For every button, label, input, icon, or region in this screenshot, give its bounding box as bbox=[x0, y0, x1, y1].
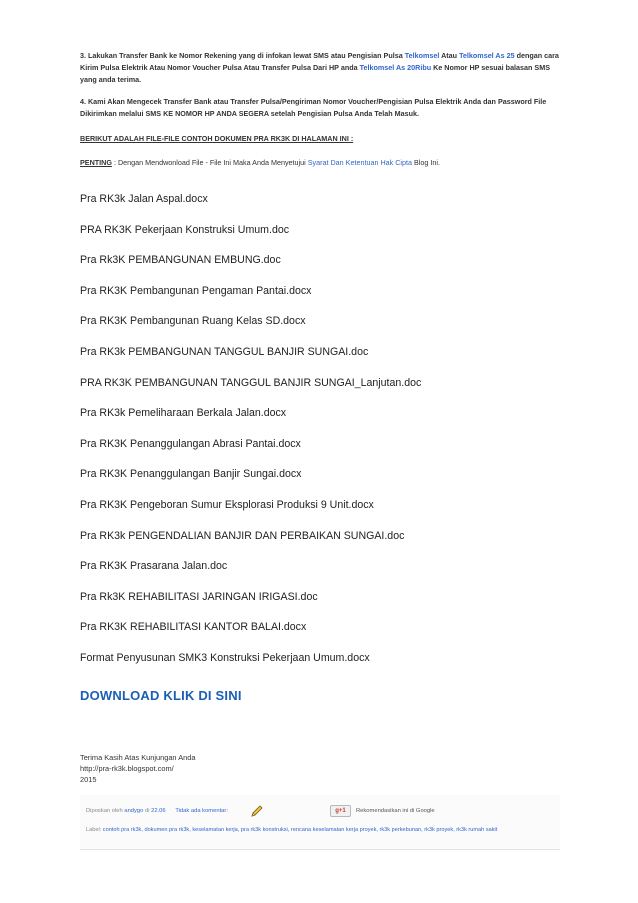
meta-spacer bbox=[166, 808, 176, 814]
blog-url: http://pra-rk3k.blogspot.com/ bbox=[80, 764, 174, 773]
file-item: Pra RK3K Prasarana Jalan.doc bbox=[80, 560, 228, 573]
note-text: : Dengan Mendwonload File - File Ini Maka Anda Menyetujui bbox=[111, 158, 308, 167]
telkomsel-link[interactable]: Telkomsel bbox=[404, 51, 440, 60]
file-item: PRA RK3K Pekerjaan Konstruksi Umum.doc bbox=[80, 223, 290, 236]
file-item: Pra RK3k Pemeliharaan Berkala Jalan.docx bbox=[80, 407, 287, 420]
terms-link[interactable]: Syarat Dan Ketentuan Hak Cipta bbox=[307, 158, 412, 167]
labels-prefix: Label: bbox=[86, 827, 103, 833]
labels-links[interactable]: contoh pra rk3k, dokumen pra rk3k, keselamatan kerja, pra rk3k konstruksi, rencana keselamatan kerja proyek, rk3k perkebunan, rk3k proyek, rk3k rumah sakit bbox=[102, 827, 498, 833]
file-item: Pra RK3K Pembangunan Pengaman Pantai.docx bbox=[80, 284, 312, 297]
posted-by-label: Diposkan oleh bbox=[86, 808, 125, 814]
post-time-link[interactable]: 22.06 bbox=[151, 808, 166, 814]
file-item: Pra RK3K Penanggulangan Banjir Sungai.docx bbox=[80, 468, 302, 481]
file-item: Format Penyusunan SMK3 Konstruksi Pekerjaan Umum.docx bbox=[80, 651, 370, 664]
file-item: Pra RK3K Penanggulangan Abrasi Pantai.docx bbox=[80, 437, 301, 450]
note-end: Blog Ini. bbox=[412, 158, 440, 167]
file-item: Pra RK3k Jalan Aspal.docx bbox=[80, 193, 208, 205]
post-labels bbox=[86, 825, 554, 835]
file-item: Pra RK3K Pengeboran Sumur Eksplorasi Produksi 9 Unit.docx bbox=[80, 498, 374, 511]
year: 2015 bbox=[80, 775, 97, 784]
pencil-icon[interactable] bbox=[250, 804, 264, 818]
post-meta bbox=[86, 808, 228, 814]
telkomsel-as-25-link[interactable]: Telkomsel As 25 bbox=[459, 51, 515, 60]
file-item: Pra RK3K Pembangunan Ruang Kelas SD.docx bbox=[80, 315, 306, 328]
file-list bbox=[80, 193, 560, 683]
note-label: PENTING bbox=[80, 158, 112, 167]
file-item: Pra RK3K REHABILITASI KANTOR BALAI.docx bbox=[80, 621, 307, 634]
file-item: Pra RK3k PEMBANGUNAN TANGGUL BANJIR SUNGAI.doc bbox=[80, 345, 369, 358]
instruction-step-4: 4. Kami Akan Mengecek Transfer Bank atau Transfer Pulsa/Pengiriman Nomor Voucher/Pengisian Pulsa Elektrik Anda dan Password File Dikirimkan melalui SMS KE NOMOR HP ANDA SEGERA setelah Pengisian Pulsa Anda Telah Masuk. bbox=[80, 97, 547, 118]
recommend-text: Rekomendasikan ini di Google bbox=[356, 808, 435, 814]
instruction-step-3 bbox=[80, 50, 560, 86]
step-3-text-b: Atau bbox=[439, 51, 460, 60]
step-3-text-c: dengan cara Kirim Pulsa Elektrik Atau Nomor Voucher Pulsa Atau Transfer Pulsa Dari HP anda bbox=[80, 51, 559, 72]
files-heading: BERIKUT ADALAH FILE-FILE CONTOH DOKUMEN PRA RK3K DI HALAMAN INI : bbox=[80, 134, 354, 143]
telkomsel-as-20ribu-link[interactable]: Telkomsel As 20Ribu bbox=[359, 63, 432, 72]
file-item: Pra Rk3K REHABILITASI JARINGAN IRIGASI.doc bbox=[80, 590, 318, 603]
step-3-text-a: 3. Lakukan Transfer Bank ke Nomor Rekening yang di infokan lewat SMS atau Pengisian Pulsa bbox=[80, 51, 405, 60]
file-item: Pra Rk3K PEMBANGUNAN EMBUNG.doc bbox=[80, 254, 281, 267]
posted-at-label: di bbox=[143, 808, 152, 814]
file-item: Pra RK3k PENGENDALIAN BANJIR DAN PERBAIKAN SUNGAI.doc bbox=[80, 529, 405, 542]
copyright-note bbox=[80, 158, 440, 167]
download-link[interactable]: DOWNLOAD KLIK DI SINI bbox=[80, 688, 242, 703]
file-item: PRA RK3K PEMBANGUNAN TANGGUL BANJIR SUNGAI_Lanjutan.doc bbox=[80, 376, 422, 389]
step-3-text-d: Ke Nomor HP sesuai balasan SMS yang anda terima. bbox=[80, 63, 551, 84]
comments-link[interactable]: Tidak ada komentar: bbox=[175, 808, 228, 814]
thanks-line: Terima Kasih Atas Kunjungan Anda bbox=[80, 753, 196, 762]
google-plus-one-button[interactable]: g+1 bbox=[330, 805, 351, 817]
post-footer bbox=[80, 795, 560, 850]
author-link[interactable]: andygo bbox=[124, 808, 144, 814]
thanks-block bbox=[80, 752, 195, 785]
